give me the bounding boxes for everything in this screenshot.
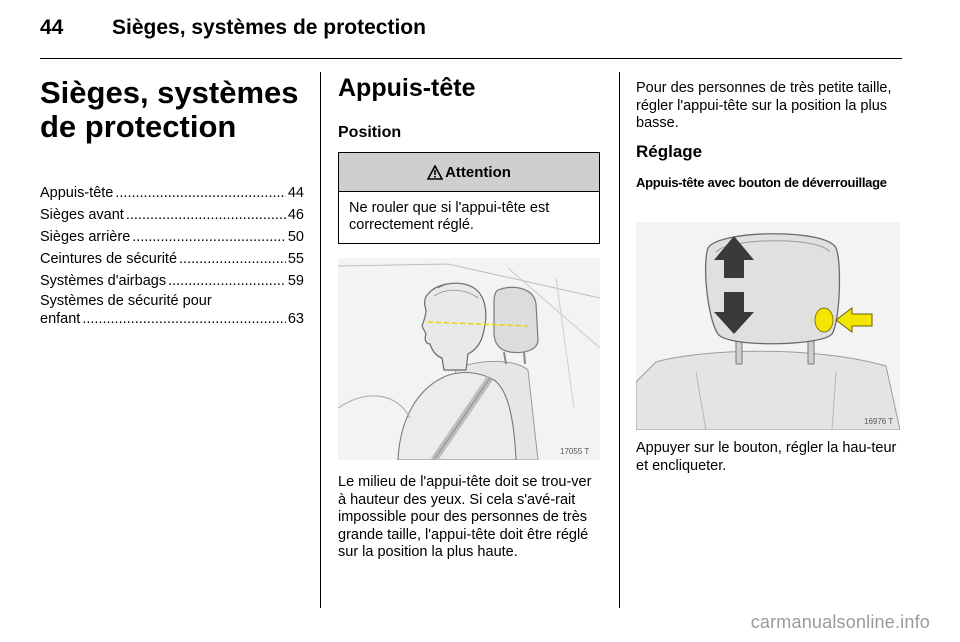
headrest-release-illustration [636,222,900,430]
subheading-release-button: Appuis-tête avec bouton de déverrouillage [636,175,887,190]
attention-label: Attention [445,163,511,181]
paragraph-small-persons: Pour des personnes de très petite taille, régler l'appui-tête sur la position la plus basse. [636,80,892,131]
running-header-title: Sièges, systèmes de protection [112,16,426,39]
toc-entry-page: 55 [287,251,304,267]
toc-entry-page: 44 [287,185,304,201]
attention-box [338,152,600,244]
toc-entry-page: 46 [287,207,304,223]
paragraph-eye-level: Le milieu de l'appui-tête doit se trou-ver à hauteur des yeux. Si cela s'avé-rait impossible pour des personnes de très grande taille, l'appui-tête doit être réglé sur la position la plus haute. [338,474,592,560]
column-divider-left [320,72,321,608]
warning-triangle-icon [427,165,443,180]
figure-label: 16976 T [864,417,894,426]
toc-entry-label: Systèmes d'airbags [40,273,167,289]
header-divider [40,58,902,59]
toc-entry-sieges-arriere[interactable] [40,224,304,246]
toc-entry-ceintures[interactable] [40,246,304,268]
toc-entry-page: 59 [287,273,304,289]
subheading-position: Position [338,124,402,141]
section-heading-appuis-tete: Appuis-tête [338,74,476,102]
chapter-title: Sièges, systèmes de protection [40,75,299,144]
attention-text: Ne rouler que si l'appui-tête est correctement réglé. [349,200,550,233]
headrest-position-illustration [338,258,600,460]
page-number: 44 [40,16,64,39]
toc-entry-label: Sièges arrière [40,229,131,245]
column-divider-right [619,72,620,608]
table-of-contents [40,180,304,328]
toc-entry-page: 50 [287,229,304,245]
toc-entry-label: Sièges avant [40,207,124,223]
subheading-reglage: Réglage [636,142,703,161]
toc-entry-sieges-avant[interactable] [40,202,304,224]
toc-entry-label: Appuis-tête [40,185,114,201]
paragraph-press-button: Appuyer sur le bouton, régler la hau-teur et encliqueter. [636,440,897,474]
toc-entry-label: Systèmes de sécurité pour [40,293,212,309]
toc-entry-airbags[interactable] [40,268,304,290]
toc-entry-appuis-tete[interactable] [40,180,304,202]
toc-entry-label: Ceintures de sécurité [40,251,178,267]
watermark: carmanualsonline.info [750,612,930,632]
toc-entry-label-cont: enfant [40,311,81,327]
figure-label: 17055 T [560,447,590,456]
toc-entry-securite-enfant[interactable] [40,292,304,328]
attention-header [339,153,599,192]
toc-entry-page: 63 [287,311,304,327]
